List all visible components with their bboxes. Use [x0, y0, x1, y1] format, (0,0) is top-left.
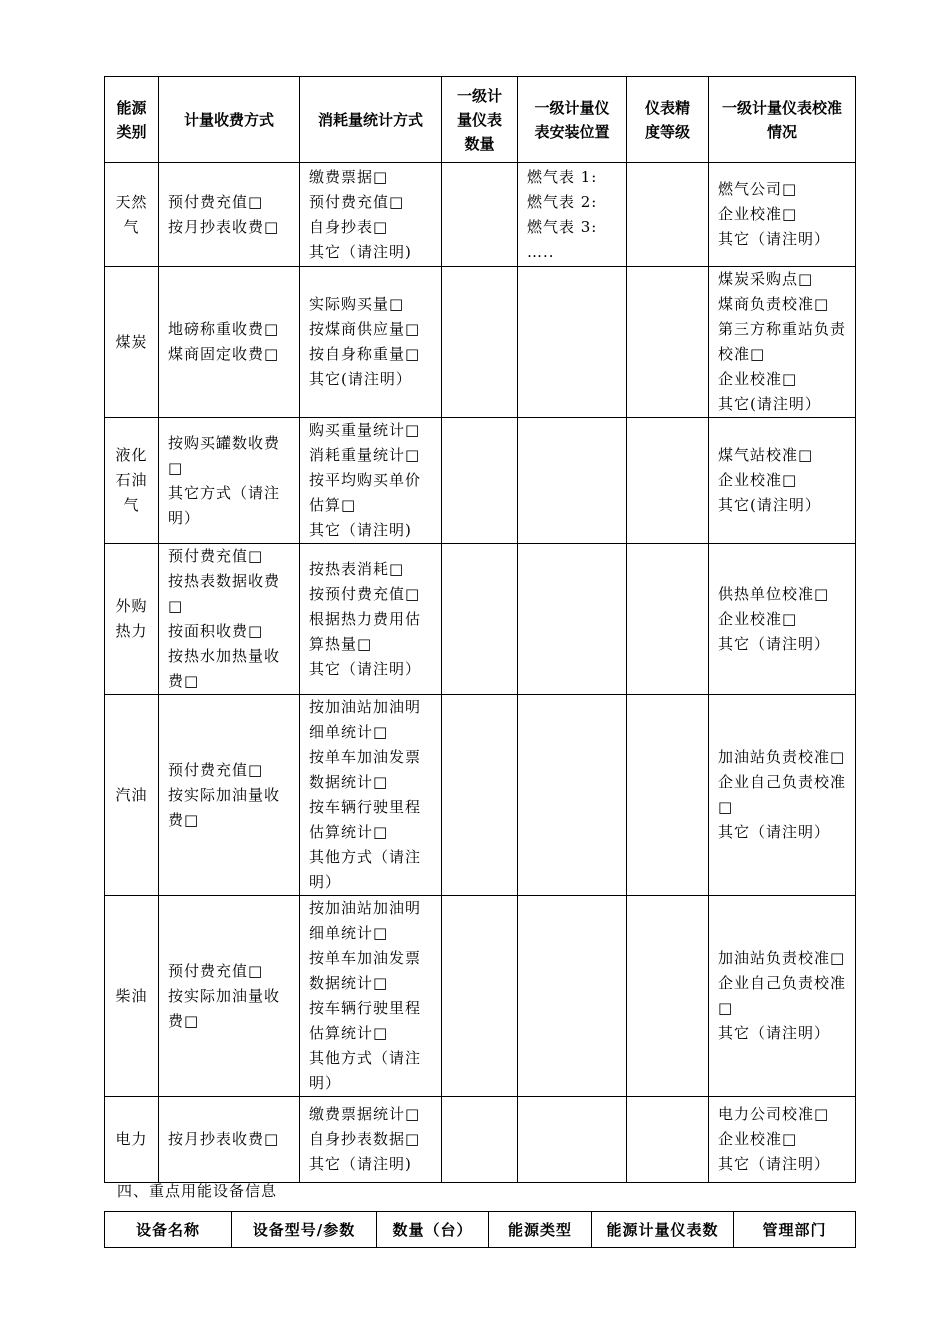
billing-method-option: 按实际加油量收费□ [168, 785, 281, 829]
header-precision-grade: 仪表精度等级 [627, 77, 709, 163]
energy-category-label: 柴油 [115, 986, 148, 1005]
install-location-cell [518, 1097, 627, 1183]
billing-method-option: 预付费充值□ [168, 547, 264, 565]
install-location-cell [518, 695, 627, 896]
consumption-method-option: 按车辆行驶里程估算统计□ [309, 798, 422, 841]
energy-metering-table [104, 76, 856, 1183]
consumption-method-option: 按预付费充值□ [309, 584, 421, 603]
consumption-method-option: 按车辆行驶里程估算统计□ [309, 999, 422, 1042]
calibration-cell [709, 896, 856, 1097]
consumption-method-option: 其它（请注明） [309, 659, 422, 678]
consumption-method-cell [300, 544, 442, 695]
consumption-method-option: 其它（请注明) [309, 521, 412, 539]
calibration-option: 供热单位校准□ [718, 584, 830, 603]
energy-table-row [105, 544, 856, 695]
meter-count-cell [442, 896, 518, 1097]
calibration-option: 加油站负责校准□ [718, 748, 846, 766]
calibration-option: 企业校准□ [718, 205, 798, 223]
consumption-method-option: 预付费充值□ [309, 192, 405, 211]
billing-method-option: 预付费充值□ [168, 760, 264, 779]
install-location-option: 燃气表 1: [527, 167, 598, 186]
install-location-cell [518, 163, 627, 267]
equipment-header-energy-type: 能源类型 [489, 1212, 592, 1248]
consumption-method-option: 按自身称重量□ [309, 345, 421, 363]
energy-category-label: 天然气 [115, 192, 148, 236]
equipment-header-meter-count: 能源计量仪表数 [592, 1212, 734, 1248]
energy-category-cell [105, 163, 159, 267]
precision-grade-cell [627, 163, 709, 267]
consumption-method-option: 其它（请注明) [309, 242, 412, 261]
calibration-cell [709, 695, 856, 896]
calibration-option: 企业自己负责校准□ [718, 773, 847, 816]
consumption-method-option: 购买重量统计□ [309, 421, 421, 439]
calibration-cell [709, 544, 856, 695]
billing-method-cell [159, 1097, 300, 1183]
energy-table-row [105, 1097, 856, 1183]
install-location-cell [518, 418, 627, 544]
consumption-method-option: 按煤商供应量□ [309, 320, 421, 338]
consumption-method-cell [300, 418, 442, 544]
calibration-option: 第三方称重站负责校准□ [718, 320, 847, 363]
calibration-option: 煤炭采购点□ [718, 270, 814, 288]
equipment-table-header-row [105, 1212, 856, 1248]
equipment-header-model: 设备型号/参数 [232, 1212, 377, 1248]
energy-category-label: 煤炭 [115, 332, 148, 351]
meter-count-cell [442, 544, 518, 695]
calibration-option: 燃气公司□ [718, 180, 798, 198]
billing-method-option: 按月抄表收费□ [168, 217, 280, 236]
meter-count-cell [442, 418, 518, 544]
calibration-option: 其它（请注明） [718, 823, 831, 841]
energy-category-cell [105, 695, 159, 896]
billing-method-option: 按月抄表收费□ [168, 1130, 280, 1148]
consumption-method-option: 按加油站加油明细单统计□ [309, 698, 422, 741]
energy-category-cell [105, 896, 159, 1097]
consumption-method-option: 其它（请注明) [309, 1155, 412, 1173]
consumption-method-option: 按热表消耗□ [309, 559, 405, 578]
meter-count-cell [442, 1097, 518, 1183]
energy-category-label: 外购热力 [115, 597, 148, 640]
calibration-option: 企业校准□ [718, 370, 798, 388]
energy-table-row [105, 695, 856, 896]
precision-grade-cell [627, 544, 709, 695]
install-location-cell [518, 896, 627, 1097]
consumption-method-cell [300, 267, 442, 418]
energy-category-label: 汽油 [115, 785, 148, 804]
equipment-header-department: 管理部门 [734, 1212, 856, 1248]
consumption-method-option: 按单车加油发票数据统计□ [309, 748, 422, 791]
energy-category-label: 电力 [115, 1130, 148, 1148]
consumption-method-option: 根据热力费用估算热量□ [309, 609, 422, 653]
calibration-option: 其它(请注明） [718, 395, 821, 413]
consumption-method-option: 其它(请注明） [309, 370, 412, 388]
consumption-method-option: 自身抄表数据□ [309, 1130, 421, 1148]
billing-method-option: 按购买罐数收费□ [168, 433, 281, 477]
header-billing-method: 计量收费方式 [159, 77, 300, 163]
install-location-option: 燃气表 2: [527, 192, 598, 211]
billing-method-option: 按热表数据收费□ [168, 572, 281, 615]
energy-table-row [105, 418, 856, 544]
header-calibration: 一级计量仪表校准情况 [709, 77, 856, 163]
energy-category-cell [105, 544, 159, 695]
billing-method-cell [159, 896, 300, 1097]
energy-category-cell [105, 1097, 159, 1183]
section-title: 四、重点用能设备信息 [117, 1182, 278, 1200]
billing-method-option: 预付费充值□ [168, 961, 264, 980]
calibration-option: 其它（请注明） [718, 634, 831, 653]
consumption-method-option: 缴费票据□ [309, 167, 389, 186]
equipment-header-name: 设备名称 [105, 1212, 232, 1248]
consumption-method-cell [300, 1097, 442, 1183]
calibration-option: 企业校准□ [718, 1130, 798, 1148]
energy-category-cell [105, 267, 159, 418]
install-location-option: 燃气表 3: [527, 217, 598, 236]
billing-method-cell [159, 163, 300, 267]
consumption-method-cell [300, 695, 442, 896]
energy-category-cell [105, 418, 159, 544]
calibration-cell [709, 163, 856, 267]
consumption-method-option: 消耗重量统计□ [309, 446, 421, 464]
precision-grade-cell [627, 418, 709, 544]
equipment-header-quantity: 数量（台） [377, 1212, 489, 1248]
billing-method-option: 地磅称重收费□ [168, 320, 280, 338]
billing-method-option: 其它方式（请注明） [168, 483, 281, 527]
consumption-method-option: 自身抄表□ [309, 217, 389, 236]
billing-method-option: 煤商固定收费□ [168, 345, 280, 363]
meter-count-cell [442, 163, 518, 267]
calibration-cell [709, 418, 856, 544]
install-location-cell [518, 267, 627, 418]
consumption-method-option: 缴费票据统计□ [309, 1105, 421, 1123]
billing-method-cell [159, 544, 300, 695]
consumption-method-option: 按平均购买单价估算□ [309, 471, 422, 514]
billing-method-cell [159, 267, 300, 418]
billing-method-option: 按实际加油量收费□ [168, 986, 281, 1030]
header-install-location: 一级计量仪表安装位置 [518, 77, 627, 163]
equipment-table [104, 1211, 856, 1248]
energy-table-row [105, 267, 856, 418]
billing-method-cell [159, 695, 300, 896]
calibration-option: 企业校准□ [718, 609, 798, 628]
calibration-option: 煤气站校准□ [718, 446, 814, 464]
energy-category-label: 液化石油气 [115, 446, 148, 514]
calibration-option: 电力公司校准□ [718, 1105, 830, 1123]
install-location-cell [518, 544, 627, 695]
precision-grade-cell [627, 267, 709, 418]
install-location-option: ….. [527, 242, 555, 261]
header-meter-count: 一级计量仪表数量 [442, 77, 518, 163]
billing-method-option: 按面积收费□ [168, 622, 264, 640]
calibration-option: 其它(请注明） [718, 496, 821, 514]
calibration-option: 企业自己负责校准□ [718, 974, 847, 1017]
calibration-option: 煤商负责校准□ [718, 295, 830, 313]
calibration-cell [709, 267, 856, 418]
precision-grade-cell [627, 695, 709, 896]
consumption-method-option: 按单车加油发票数据统计□ [309, 949, 422, 992]
precision-grade-cell [627, 1097, 709, 1183]
calibration-cell [709, 1097, 856, 1183]
calibration-option: 其它（请注明） [718, 1024, 831, 1042]
energy-table-row [105, 163, 856, 267]
header-energy-category: 能源类别 [105, 77, 159, 163]
calibration-option: 其它（请注明） [718, 1155, 831, 1173]
energy-table-row [105, 896, 856, 1097]
calibration-option: 其它（请注明） [718, 230, 831, 248]
billing-method-option: 按热水加热量收费□ [168, 647, 281, 690]
consumption-method-option: 实际购买量□ [309, 295, 405, 313]
precision-grade-cell [627, 896, 709, 1097]
consumption-method-option: 其他方式（请注明） [309, 848, 422, 891]
meter-count-cell [442, 267, 518, 418]
calibration-option: 企业校准□ [718, 471, 798, 489]
consumption-method-cell [300, 163, 442, 267]
meter-count-cell [442, 695, 518, 896]
billing-method-option: 预付费充值□ [168, 192, 264, 211]
consumption-method-cell [300, 896, 442, 1097]
consumption-method-option: 按加油站加油明细单统计□ [309, 899, 422, 942]
billing-method-cell [159, 418, 300, 544]
header-consumption-method: 消耗量统计方式 [300, 77, 442, 163]
energy-table-body [105, 163, 856, 1183]
energy-table-header-row [105, 77, 856, 163]
consumption-method-option: 其他方式（请注明） [309, 1049, 422, 1092]
calibration-option: 加油站负责校准□ [718, 949, 846, 967]
